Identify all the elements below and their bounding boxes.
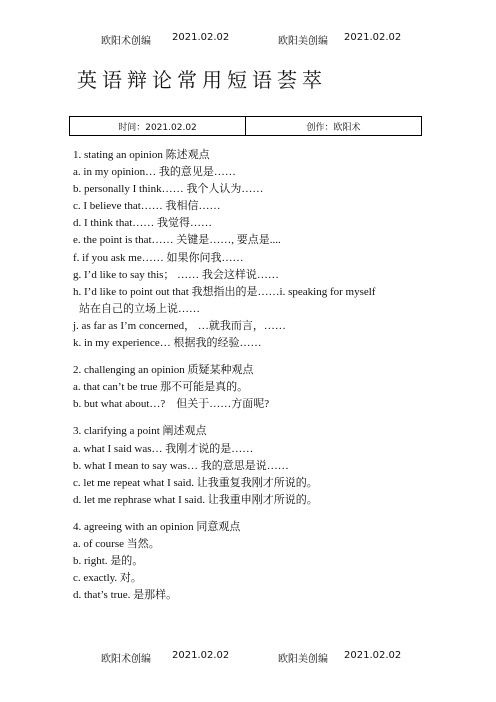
header-date-1: 2021.02.02 (172, 32, 230, 43)
list-item: c. exactly. 对。 (73, 572, 142, 585)
footer-author-2: 欧阳美创编 (278, 654, 328, 665)
section-stating-opinion (73, 147, 425, 352)
list-item: a. of course 当然。 (73, 537, 160, 550)
document-body (73, 147, 425, 604)
footer-date-2: 2021.02.02 (344, 650, 402, 661)
section-heading: 4. agreeing with an opinion 同意观点 (73, 520, 241, 533)
list-item: j. as far as I’m concerned， …就我而言，…… (73, 319, 286, 332)
header-author-1: 欧阳术创编 (101, 36, 151, 47)
section-heading: 2. challenging an opinion 质疑某种观点 (73, 364, 254, 377)
footer-author-1: 欧阳术创编 (101, 654, 151, 665)
list-item: b. right. 是的。 (73, 555, 144, 568)
list-item-continuation: 站在自己的立场上说…… (79, 302, 200, 315)
section-challenging-opinion (73, 362, 425, 413)
document-title: 英语辩论常用短语荟萃 (77, 68, 327, 92)
list-item: b. but what about…? 但关于……方面呢? (73, 398, 270, 411)
list-item: d. that’s true. 是那样。 (73, 589, 178, 602)
meta-time: 时间：2021.02.02 (118, 122, 197, 133)
list-item: k. in my experience… 根据我的经验…… (73, 337, 262, 350)
header-date-2: 2021.02.02 (344, 32, 402, 43)
meta-table (69, 116, 422, 136)
section-agreeing-opinion (73, 519, 425, 604)
list-item: a. what I said was… 我刚才说的是…… (73, 442, 254, 455)
section-clarifying-point (73, 423, 425, 508)
list-item: d. I think that…… 我觉得…… (73, 217, 213, 230)
meta-creator: 创作：欧阳术 (245, 117, 421, 135)
section-heading: 3. clarifying a point 阐述观点 (73, 425, 207, 438)
list-item: f. if you ask me…… 如果你问我…… (73, 251, 244, 264)
list-item: h. I’d like to point out that 我想指出的是……i. speaking for myself (73, 285, 376, 298)
page-footer (0, 650, 496, 664)
section-heading: 1. stating an opinion 陈述观点 (73, 149, 210, 161)
footer-date-1: 2021.02.02 (172, 650, 230, 661)
list-item: c. let me repeat what I said. 让我重复我刚才所说的。 (73, 476, 318, 489)
header-author-2: 欧阳美创编 (278, 36, 328, 47)
list-item: d. let me rephrase what I said. 让我重申刚才所说的。 (73, 493, 318, 506)
list-item: e. the point is that…… 关键是……, 要点是.... (73, 234, 281, 247)
list-item: c. I believe that…… 我相信…… (73, 200, 221, 213)
list-item: a. in my opinion… 我的意见是…… (73, 166, 236, 179)
list-item: b. personally I think…… 我个人认为…… (73, 183, 264, 196)
list-item: g. I’d like to say this； …… 我会这样说…… (73, 268, 279, 281)
page-header (0, 32, 496, 46)
list-item: b. what I mean to say was… 我的意思是说…… (73, 459, 289, 472)
list-item: a. that can’t be true 那不可能是真的。 (73, 381, 249, 394)
